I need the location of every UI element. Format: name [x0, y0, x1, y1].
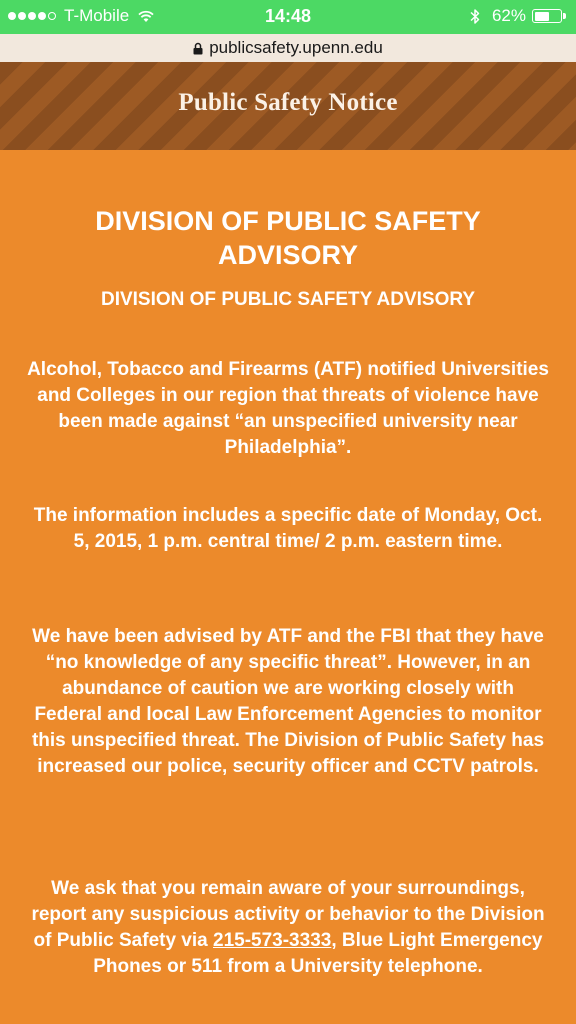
clock: 14:48: [264, 6, 312, 26]
status-bar: [0, 0, 576, 34]
battery-percentage: 62%: [491, 6, 526, 25]
advisory-heading: DIVISION OF PUBLIC SAFETY ADVISORY: [95, 206, 481, 270]
advisory-subheading: DIVISION OF PUBLIC SAFETY ADVISORY: [100, 289, 476, 310]
battery-level-fill: [535, 12, 550, 21]
battery-cap: [563, 13, 566, 19]
page-banner: [0, 62, 576, 150]
carrier-name: T-Mobile: [64, 6, 130, 25]
report-text-before: We ask that you remain aware of your surroundings, report any suspicious activity or behavior to the Division of Public Safety via: [31, 878, 545, 951]
paragraph-date: The information includes a specific date of Monday, Oct. 5, 2015, 1 p.m. central time/ 2 p.m. eastern time.: [33, 505, 543, 552]
banner-title: Public Safety Notice: [178, 89, 398, 116]
status-bar-right: [470, 6, 566, 26]
phone-number-link[interactable]: 215-573-3333: [213, 930, 332, 951]
lock-icon: [193, 42, 203, 55]
paragraph-fbi-advice: We have been advised by ATF and the FBI that they have “no knowledge of any specific threat”. However, in an abundance of caution we are working closely with Federal and local Law Enforcement Agencies to monitor this unspecified threat. The Division of Public Safety has increased our police, security officer and CCTV patrols.: [31, 626, 545, 777]
paragraph-atf-notice: Alcohol, Tobacco and Firearms (ATF) notified Universities and Colleges in our region that threats of violence have been made against “an unspecified university near Philadelphia”.: [27, 359, 549, 458]
battery-icon: [532, 9, 562, 23]
url-text: publicsafety.upenn.edu: [209, 38, 383, 57]
bluetooth-icon: [470, 8, 480, 25]
report-text-after: , Blue Light Emergency Phones or 511 from a University telephone.: [93, 930, 543, 977]
url-bar[interactable]: [0, 34, 576, 62]
paragraph-report: [26, 876, 550, 980]
advisory-content: [0, 150, 576, 1024]
